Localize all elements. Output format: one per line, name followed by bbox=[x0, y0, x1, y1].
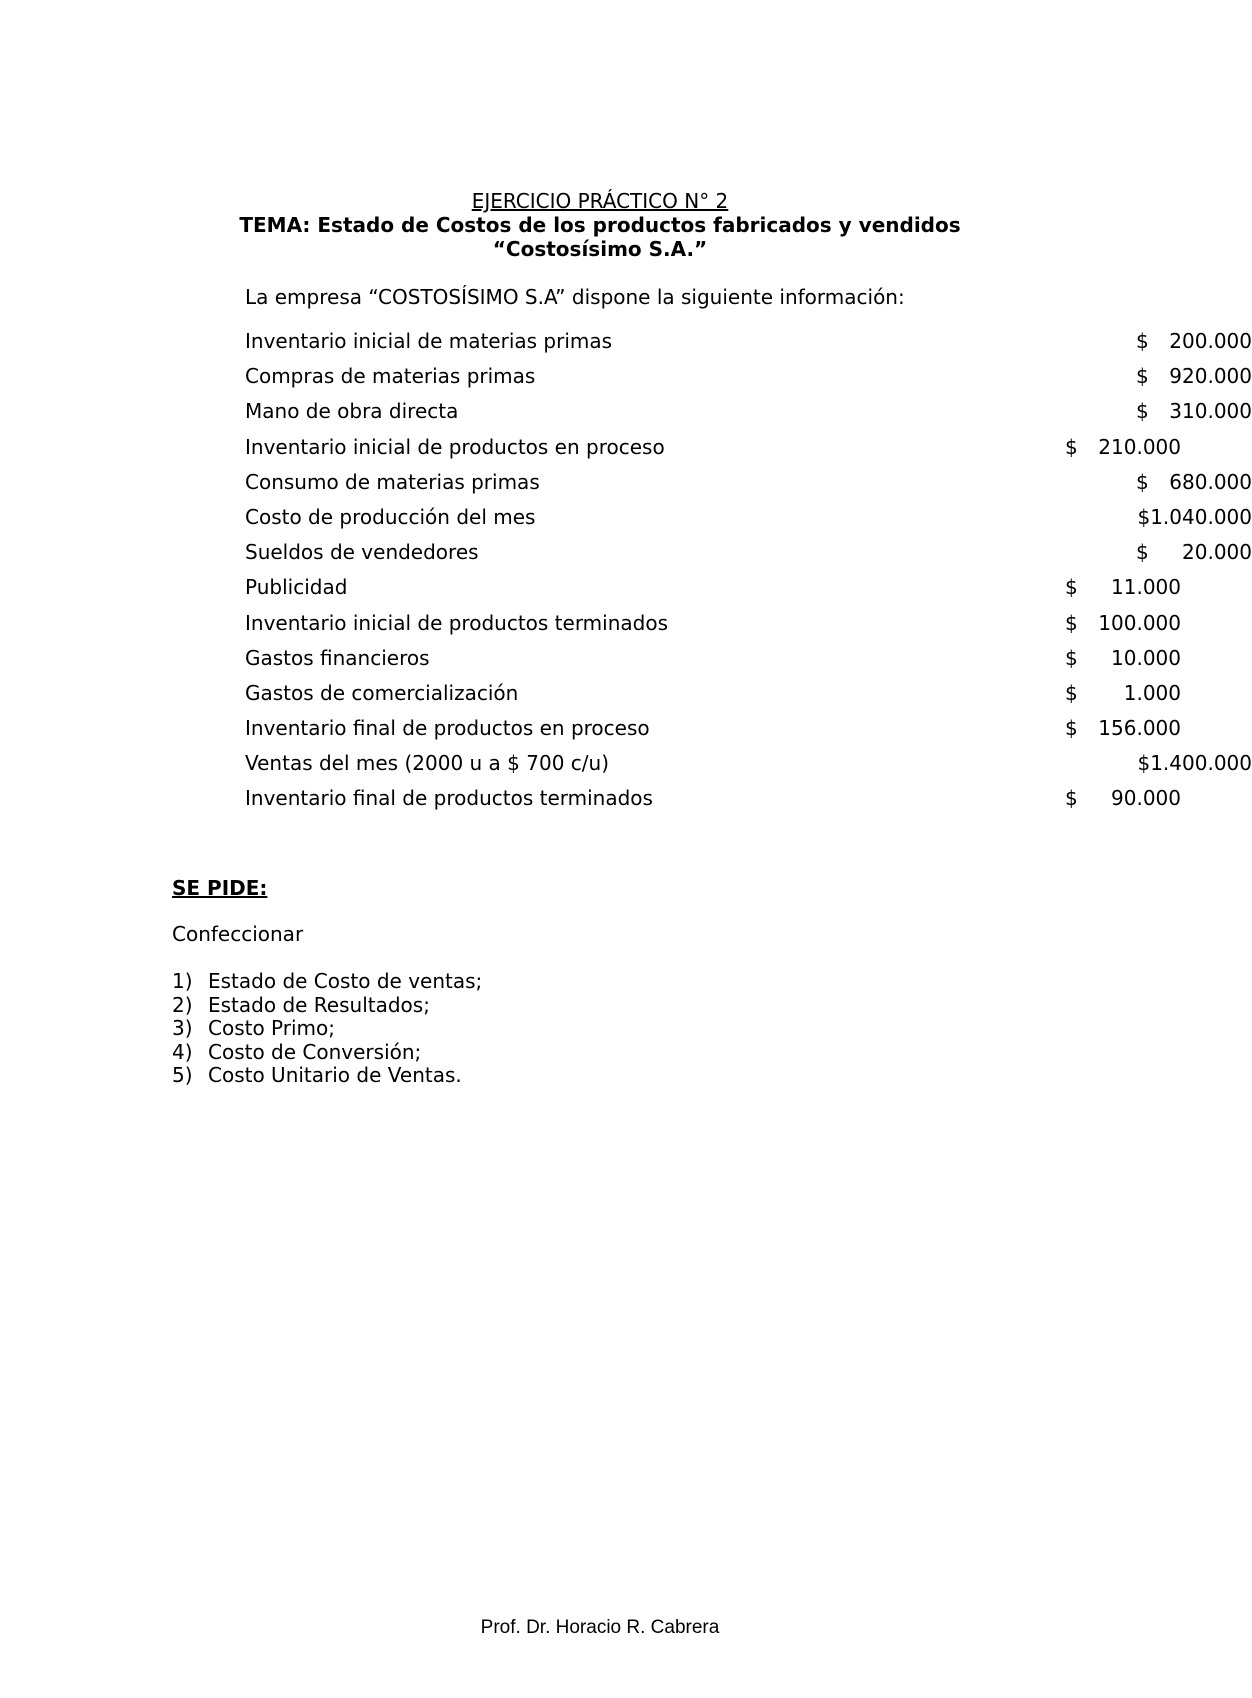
list-item-number: 4) bbox=[172, 1039, 193, 1064]
amount-value: $1.040.000 bbox=[1137, 504, 1252, 529]
row-label: Costo de producción del mes bbox=[245, 504, 536, 529]
requirements-instruction: Confeccionar bbox=[172, 922, 304, 946]
currency-symbol: $ bbox=[1065, 716, 1078, 741]
amount-value: 920.000 bbox=[1169, 364, 1252, 389]
table-row bbox=[245, 504, 1252, 540]
list-item bbox=[172, 1017, 482, 1041]
row-label: Inventario final de productos terminados bbox=[245, 786, 653, 811]
amount-value: 90.000 bbox=[1111, 786, 1181, 811]
amount-value: 10.000 bbox=[1111, 645, 1181, 670]
row-label: Inventario inicial de productos en proceso bbox=[245, 434, 665, 459]
row-label: Publicidad bbox=[245, 575, 348, 600]
currency-symbol: $ bbox=[1136, 540, 1149, 565]
exercise-topic: TEMA: Estado de Costos de los productos fabricados y vendidos bbox=[239, 213, 961, 237]
currency-symbol: $ bbox=[1136, 399, 1149, 424]
amount-value: 1.000 bbox=[1123, 680, 1181, 705]
table-row bbox=[245, 716, 1181, 751]
list-item-number: 3) bbox=[172, 1016, 193, 1040]
row-label: Ventas del mes (2000 u a $ 700 c/u) bbox=[245, 751, 609, 776]
list-item-number: 5) bbox=[172, 1063, 193, 1087]
table-row bbox=[245, 786, 1181, 821]
amount-value: 200.000 bbox=[1169, 329, 1252, 353]
list-item-number: 1) bbox=[172, 969, 193, 993]
amount-value: 100.000 bbox=[1098, 610, 1181, 635]
row-label: Consumo de materias primas bbox=[245, 469, 540, 494]
currency-symbol: $ bbox=[1065, 680, 1078, 705]
table-row bbox=[245, 364, 1252, 399]
requirements-list bbox=[172, 970, 482, 1088]
amount-value: 20.000 bbox=[1182, 540, 1252, 565]
currency-symbol: $ bbox=[1136, 329, 1149, 353]
row-label: Sueldos de vendedores bbox=[245, 540, 479, 565]
row-label: Inventario final de productos en proceso bbox=[245, 716, 650, 741]
table-row bbox=[245, 469, 1252, 505]
amount-value: 11.000 bbox=[1111, 575, 1181, 600]
list-item bbox=[172, 970, 482, 994]
table-row bbox=[245, 399, 1252, 434]
amount-value: 156.000 bbox=[1098, 716, 1181, 741]
row-label: Inventario inicial de productos terminados bbox=[245, 610, 669, 635]
list-item-number: 2) bbox=[172, 992, 193, 1017]
currency-symbol: $ bbox=[1065, 786, 1078, 811]
company-name: “Costosísimo S.A.” bbox=[492, 237, 708, 261]
amount-value: 210.000 bbox=[1098, 434, 1181, 459]
table-row bbox=[245, 434, 1181, 470]
table-row bbox=[245, 329, 1252, 364]
list-item-text: Estado de Resultados; bbox=[208, 992, 430, 1017]
table-row bbox=[245, 645, 1181, 681]
currency-symbol: $ bbox=[1136, 469, 1149, 494]
row-label: Mano de obra directa bbox=[245, 399, 459, 424]
amount-value: 310.000 bbox=[1169, 399, 1252, 424]
exercise-title: EJERCICIO PRÁCTICO N° 2 bbox=[471, 189, 729, 213]
list-item-text: Costo Primo; bbox=[208, 1016, 336, 1040]
list-item-text: Costo de Conversión; bbox=[208, 1039, 422, 1064]
requirements-heading: SE PIDE: bbox=[172, 876, 268, 900]
table-row bbox=[245, 540, 1252, 575]
row-label: Gastos financieros bbox=[245, 645, 430, 670]
list-item bbox=[172, 1041, 482, 1065]
intro-text: La empresa “COSTOSÍSIMO S.A” dispone la siguiente información: bbox=[245, 285, 905, 309]
row-label: Gastos de comercialización bbox=[245, 680, 519, 705]
table-row bbox=[245, 751, 1252, 786]
list-item-text: Costo Unitario de Ventas. bbox=[208, 1063, 462, 1087]
amount-value: $1.400.000 bbox=[1137, 751, 1252, 776]
list-item bbox=[172, 1064, 482, 1088]
table-row bbox=[245, 680, 1181, 716]
amount-value: 680.000 bbox=[1169, 469, 1252, 494]
currency-symbol: $ bbox=[1136, 364, 1149, 389]
footer-author: Prof. Dr. Horacio R. Cabrera bbox=[480, 1617, 720, 1638]
table-row bbox=[245, 575, 1181, 610]
row-label: Inventario inicial de materias primas bbox=[245, 329, 613, 353]
currency-symbol: $ bbox=[1065, 575, 1078, 600]
row-label: Compras de materias primas bbox=[245, 364, 536, 389]
list-item-text: Estado de Costo de ventas; bbox=[208, 969, 483, 993]
currency-symbol: $ bbox=[1065, 434, 1078, 459]
list-item bbox=[172, 994, 482, 1018]
cost-data-table bbox=[245, 329, 1252, 822]
table-row bbox=[245, 610, 1181, 646]
currency-symbol: $ bbox=[1065, 645, 1078, 670]
currency-symbol: $ bbox=[1065, 610, 1078, 635]
